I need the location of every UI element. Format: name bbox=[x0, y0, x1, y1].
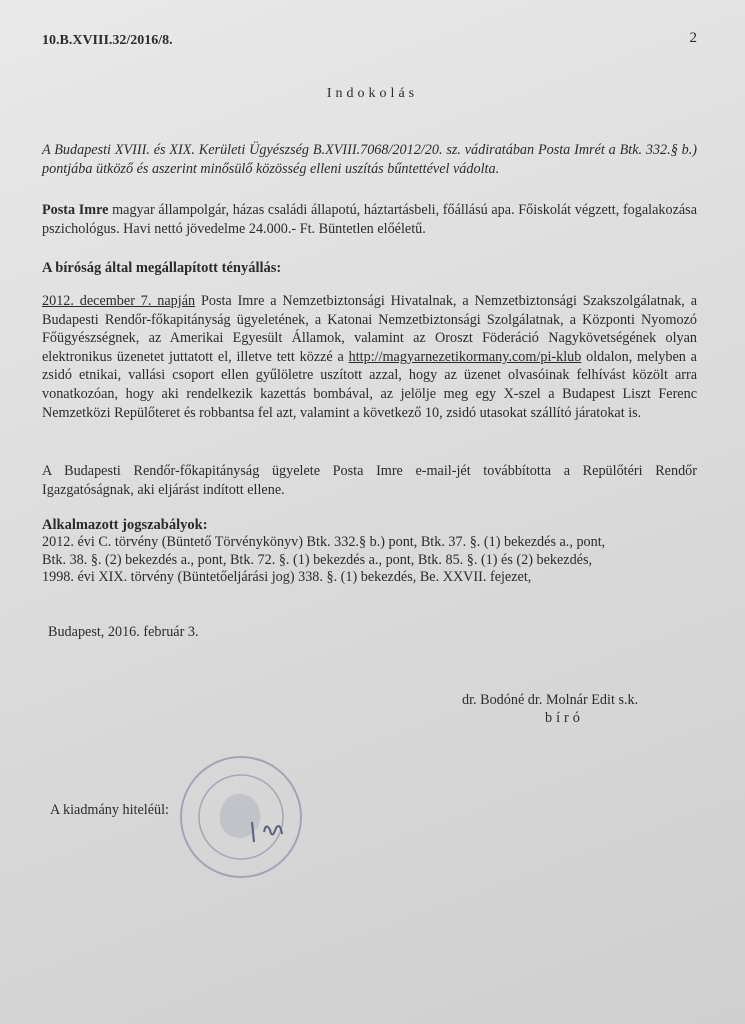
document-title: Indokolás bbox=[326, 86, 419, 101]
laws-line-2: Btk. 38. §. (2) bekezdés a., pont, Btk. 72. §. (1) bekezdés a., pont, Btk. 85. §. (1) és (2) bekezdés, bbox=[42, 551, 593, 568]
defendant-name: Posta Imre bbox=[42, 202, 109, 218]
facts-date: 2012. december 7. napján bbox=[42, 293, 196, 309]
place-date: Budapest, 2016. február 3. bbox=[48, 624, 199, 640]
page-number: 2 bbox=[689, 30, 697, 46]
signer-name: dr. Bodóné dr. Molnár Edit s.k. bbox=[462, 692, 639, 708]
indictment-paragraph: A Budapesti XVIII. és XIX. Kerületi Ügyészség B.XVIII.7068/2012/20. sz. vádiratában Posta Imrét a Btk. 332.§ b.) pontjába ütköző és aszerint minősülő közösség elleni uszítás bűntettével vádolta. bbox=[42, 142, 697, 177]
court-stamp-icon bbox=[176, 752, 306, 882]
facts-paragraph bbox=[42, 292, 697, 422]
case-number: 10.B.XVIII.32/2016/8. bbox=[42, 33, 173, 48]
laws-line-3: 1998. évi XIX. törvény (Büntetőeljárási jog) 338. §. (1) bekezdés, Be. XXVII. fejezet, bbox=[42, 569, 532, 585]
laws-line-1: 2012. évi C. törvény (Büntető Törvénykönyv) Btk. 332.§ b.) pont, Btk. 37. §. (1) bekezdés a., pont, bbox=[42, 534, 606, 550]
facts-text-1: Posta Imre a Nemzetbiztonsági Hivatalnak, a Nemzetbiztonsági Szakszolgálatnak, a Budapesti Rendőr-főkapitányság ügyeletének, a Katonai Nemzetbiztonsági Szolgálatnak, a Központi Nyomozó Főügyészségnek, az Amerikai Egyesült Államok, valamint az Oroszt Föderáció Nagykövetségének olyan elektronikus üzenetet juttatott el, illetve tett közzé a bbox=[42, 293, 697, 365]
facts-heading: A bíróság által megállapított tényállás: bbox=[42, 260, 282, 276]
signer-role: bíró bbox=[545, 710, 584, 726]
defendant-details: magyar állampolgár, házas családi állapotú, háztartásbeli, főállású apa. Főiskolát végzett, fogalakozása pszichológus. Havi nettó jövedelme 24.000.- Ft. Büntetlen előéletű. bbox=[42, 202, 698, 237]
facts-text-2: oldalon, melyben a zsidó etnikai, vallási csoport ellen gyűlöletre uszított azzal, hogy az üzenet olvasóinak felhívást közölt arra vonatkozóan, hogy aki rendelkezik kazettás bombával, az jelölje meg egy X-szel a Budapest Liszt Ferenc Nemzetközi Repülőteret és robbantsa fel azt, valamint a következő 10, zsidó utasokat szállító járatokat is. bbox=[42, 348, 697, 421]
laws-heading: Alkalmazott jogszabályok: bbox=[42, 517, 208, 533]
defendant-paragraph bbox=[42, 201, 697, 238]
laws-paragraph bbox=[42, 534, 702, 587]
police-paragraph: A Budapesti Rendőr-főkapitányság ügyelete Posta Imre e-mail-jét továbbította a Repülőtéri Rendőr Igazgatóságnak, aki eljárást indított ellene. bbox=[42, 463, 697, 498]
facts-link[interactable]: http://magyarnezetikormany.com/pi-klub bbox=[348, 348, 582, 365]
certification-label: A kiadmány hiteléül: bbox=[50, 802, 169, 818]
